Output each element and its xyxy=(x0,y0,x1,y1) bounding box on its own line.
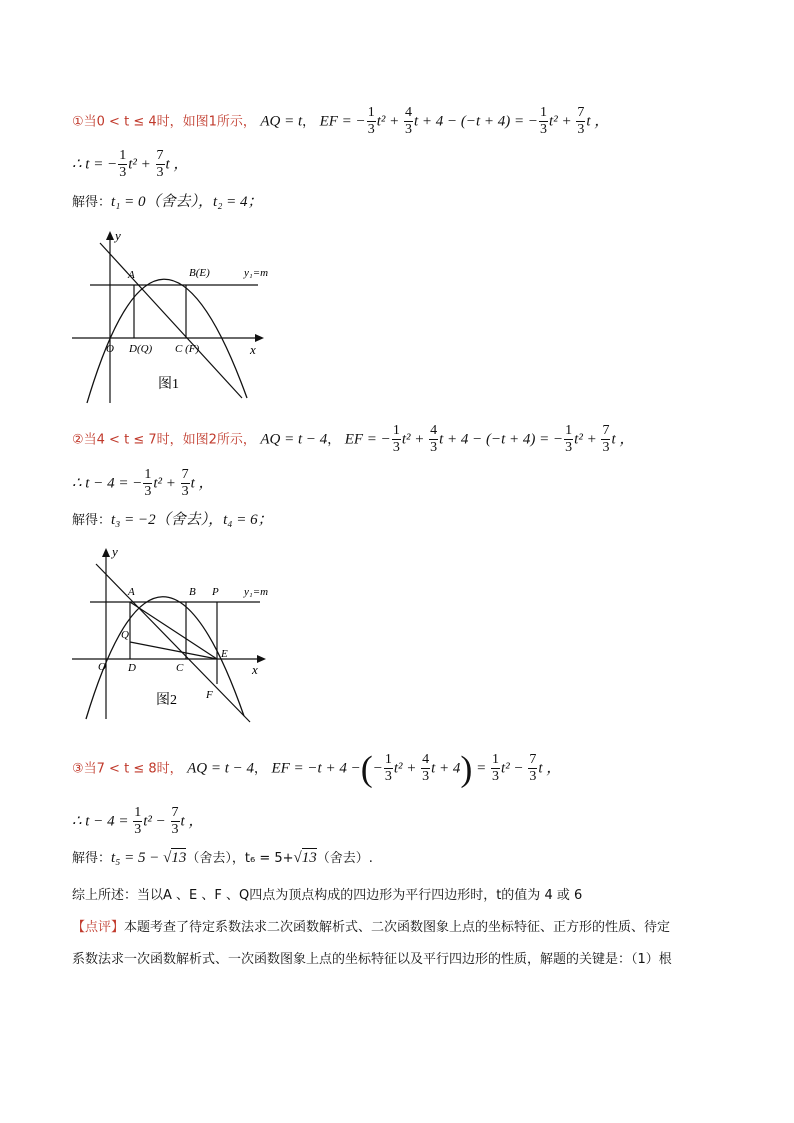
fig1-o-label: O xyxy=(106,343,114,355)
fig2-p-label: P xyxy=(212,586,219,598)
case1-line: ①当0 < t ≤ 4时，如图1所示， AQ = t， EF = − $\frac{1}{3}$ t² + $\frac{4}{3}$ t + 4 − (−t + 4) = − $\frac{1}{3}$ t² + $\frac{7}{3}$ t ， xyxy=(72,105,610,137)
comment-tag: 【点评】 xyxy=(72,920,125,935)
fig1-cf-label: C (F) xyxy=(175,343,200,355)
fig2-ym-label: y₁=m xyxy=(244,586,269,598)
fig2-a-label: A xyxy=(128,586,135,598)
case3-therefore: ∴ t − 4 = $\frac{1}{3}$ t² − $\frac{7}{3}$ t ， xyxy=(72,805,204,837)
fig1-caption: 图1 xyxy=(158,377,179,392)
fig1-be-label: B(E) xyxy=(189,267,210,279)
fraction-1-3: $\frac{1}{3}$ xyxy=(367,105,375,137)
fraction-4-3: $\frac{4}{3}$ xyxy=(404,105,412,137)
fraction-7-3: $\frac{7}{3}$ xyxy=(577,105,585,137)
fig2-b-label: B xyxy=(189,586,196,598)
fig1-ym-label: y₁=m xyxy=(244,267,269,279)
fig2-y-label: y xyxy=(112,544,118,559)
case1-aq: AQ = t xyxy=(260,113,303,130)
case3-solution: 解得：t₅ = 5 − √13（舍去），t₆ = 5+√13（舍去）. xyxy=(72,850,373,866)
figure-2 xyxy=(72,544,282,724)
fig2-c-label: C xyxy=(176,662,184,674)
figure-1 xyxy=(72,228,272,408)
case1-intro: 当0 < t ≤ 4时，如图1所示， xyxy=(83,114,256,130)
fig1-a-label: A xyxy=(128,269,135,281)
case2-therefore: ∴ t − 4 = − $\frac{1}{3}$ t² + $\frac{7}{3}$ t ， xyxy=(72,467,214,499)
fig2-o-label: O xyxy=(98,661,106,673)
case1-marker: ① xyxy=(72,114,84,130)
summary-text: 综上所述：当以A 、E 、F 、Q四点为顶点构成的四边形为平行四边形时，t的值为 4 或 6 xyxy=(72,888,583,903)
case2-line: ②当4 < t ≤ 7时，如图2所示， AQ = t − 4， EF = − $\frac{1}{3}$ t² + $\frac{4}{3}$ t + 4 − (−t + 4) = − $\frac{1}{3}$ t² + $\frac{7}{3}$ t ， xyxy=(72,423,635,455)
fig2-q-label: Q xyxy=(121,629,129,641)
case1-ef-lhs: EF = − xyxy=(319,113,366,130)
fraction-1-3: $\frac{1}{3}$ xyxy=(540,105,548,137)
fig2-e-label: E xyxy=(221,648,228,660)
case1-solution: 解得：t₁ = 0（舍去），t₂ = 4； xyxy=(72,194,263,210)
case2-solution: 解得：t₃ = −2（舍去），t₄ = 6； xyxy=(72,512,273,528)
fig1-dq-label: D(Q) xyxy=(129,343,153,355)
comment-line-2: 系数法求一次函数解析式、一次函数图象上点的坐标特征以及平行四边形的性质，解题的关键是：（1）根 xyxy=(72,952,672,967)
case3-line: ③当7 < t ≤ 8时， AQ = t − 4， EF = −t + 4 −(− $\frac{1}{3}$ t² + $\frac{4}{3}$ t + 4) = $\frac{1}{3}$ t² − $\frac{7}{3}$ t ， xyxy=(72,748,562,789)
fig1-x-label: x xyxy=(250,342,256,357)
fig2-caption: 图2 xyxy=(156,693,177,708)
fig2-d-label: D xyxy=(128,662,136,674)
comment-line-1: 【点评】本题考查了待定系数法求二次函数解析式、二次函数图象上点的坐标特征、正方形的性质、待定 xyxy=(72,920,671,935)
case1-therefore: ∴ t = − $\frac{1}{3}$ t² + $\frac{7}{3}$ t ， xyxy=(72,148,189,180)
fig2-f-label: F xyxy=(206,689,213,701)
fig2-x-label: x xyxy=(252,662,258,677)
fig1-y-label: y xyxy=(115,228,121,243)
